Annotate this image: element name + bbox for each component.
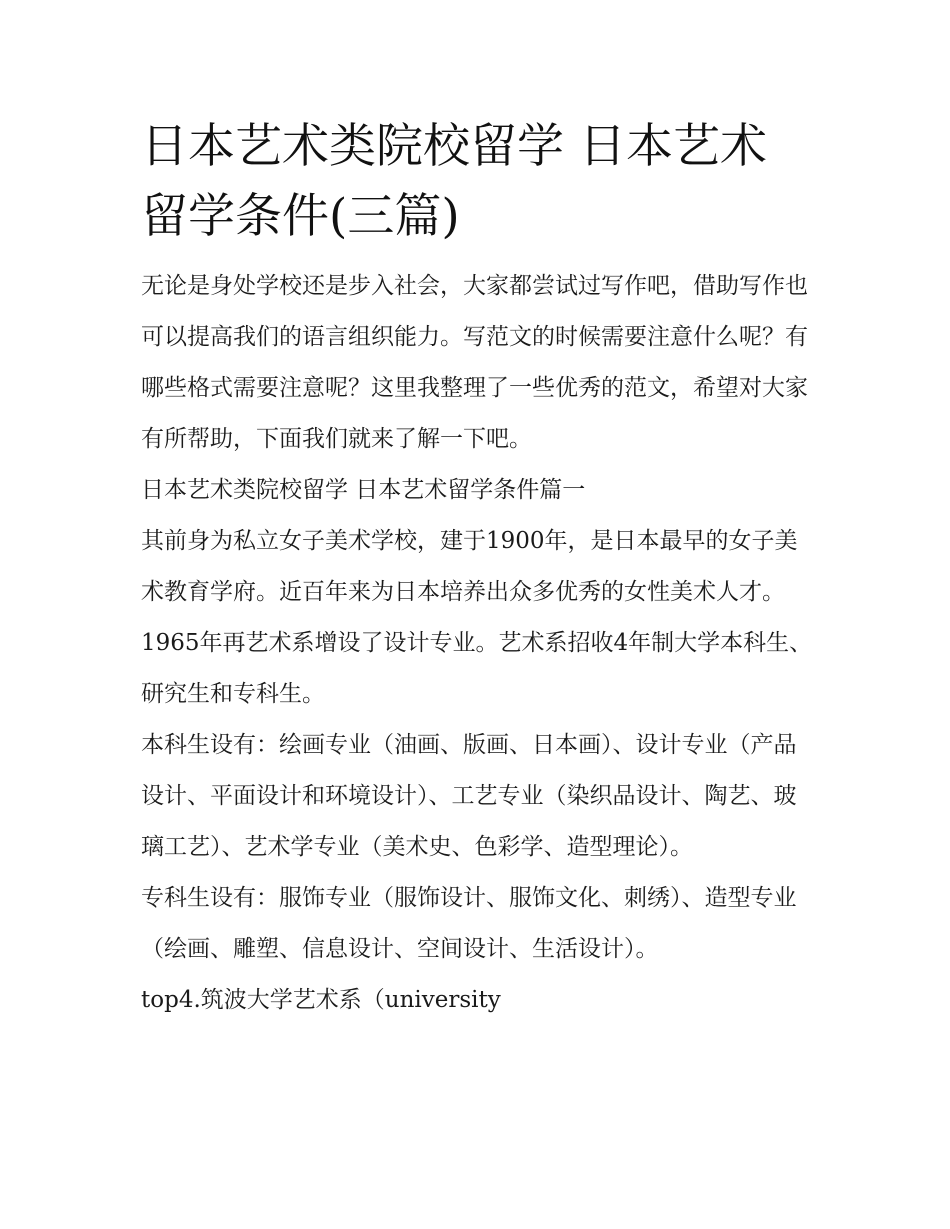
document-title: 日本艺术类院校留学 日本艺术留学条件(三篇) bbox=[141, 119, 767, 244]
top4-paragraph: top4.筑波大学艺术系（university bbox=[141, 987, 501, 1013]
document-content bbox=[141, 261, 813, 1026]
intro-paragraph: 无论是身处学校还是步入社会，大家都尝试过写作吧，借助写作也可以提高我们的语言组织能力。写范文的时候需要注意什么呢？有哪些格式需要注意呢？这里我整理了一些优秀的范文，希望对大家有所帮助，下面我们就来了解一下吧。 bbox=[141, 273, 808, 452]
undergraduate-paragraph: 本科生设有：绘画专业（油画、版画、日本画）、设计专业（产品设计、平面设计和环境设计）、工艺专业（染织品设计、陶艺、玻璃工艺）、艺术学专业（美术史、色彩学、造型理论）。 bbox=[141, 732, 797, 860]
junior-college-paragraph: 专科生设有：服饰专业（服饰设计、服饰文化、刺绣）、造型专业（绘画、雕塑、信息设计、空间设计、生活设计）。 bbox=[141, 885, 797, 962]
page-body bbox=[141, 112, 813, 1026]
history-paragraph: 其前身为私立女子美术学校，建于1900年，是日本最早的女子美术教育学府。近百年来为日本培养出众多优秀的女性美术人才。1965年再艺术系增设了设计专业。艺术系招收4年制大学本科生、研究生和专科生。 bbox=[141, 528, 813, 707]
section-heading: 日本艺术类院校留学 日本艺术留学条件篇一 bbox=[141, 477, 586, 503]
